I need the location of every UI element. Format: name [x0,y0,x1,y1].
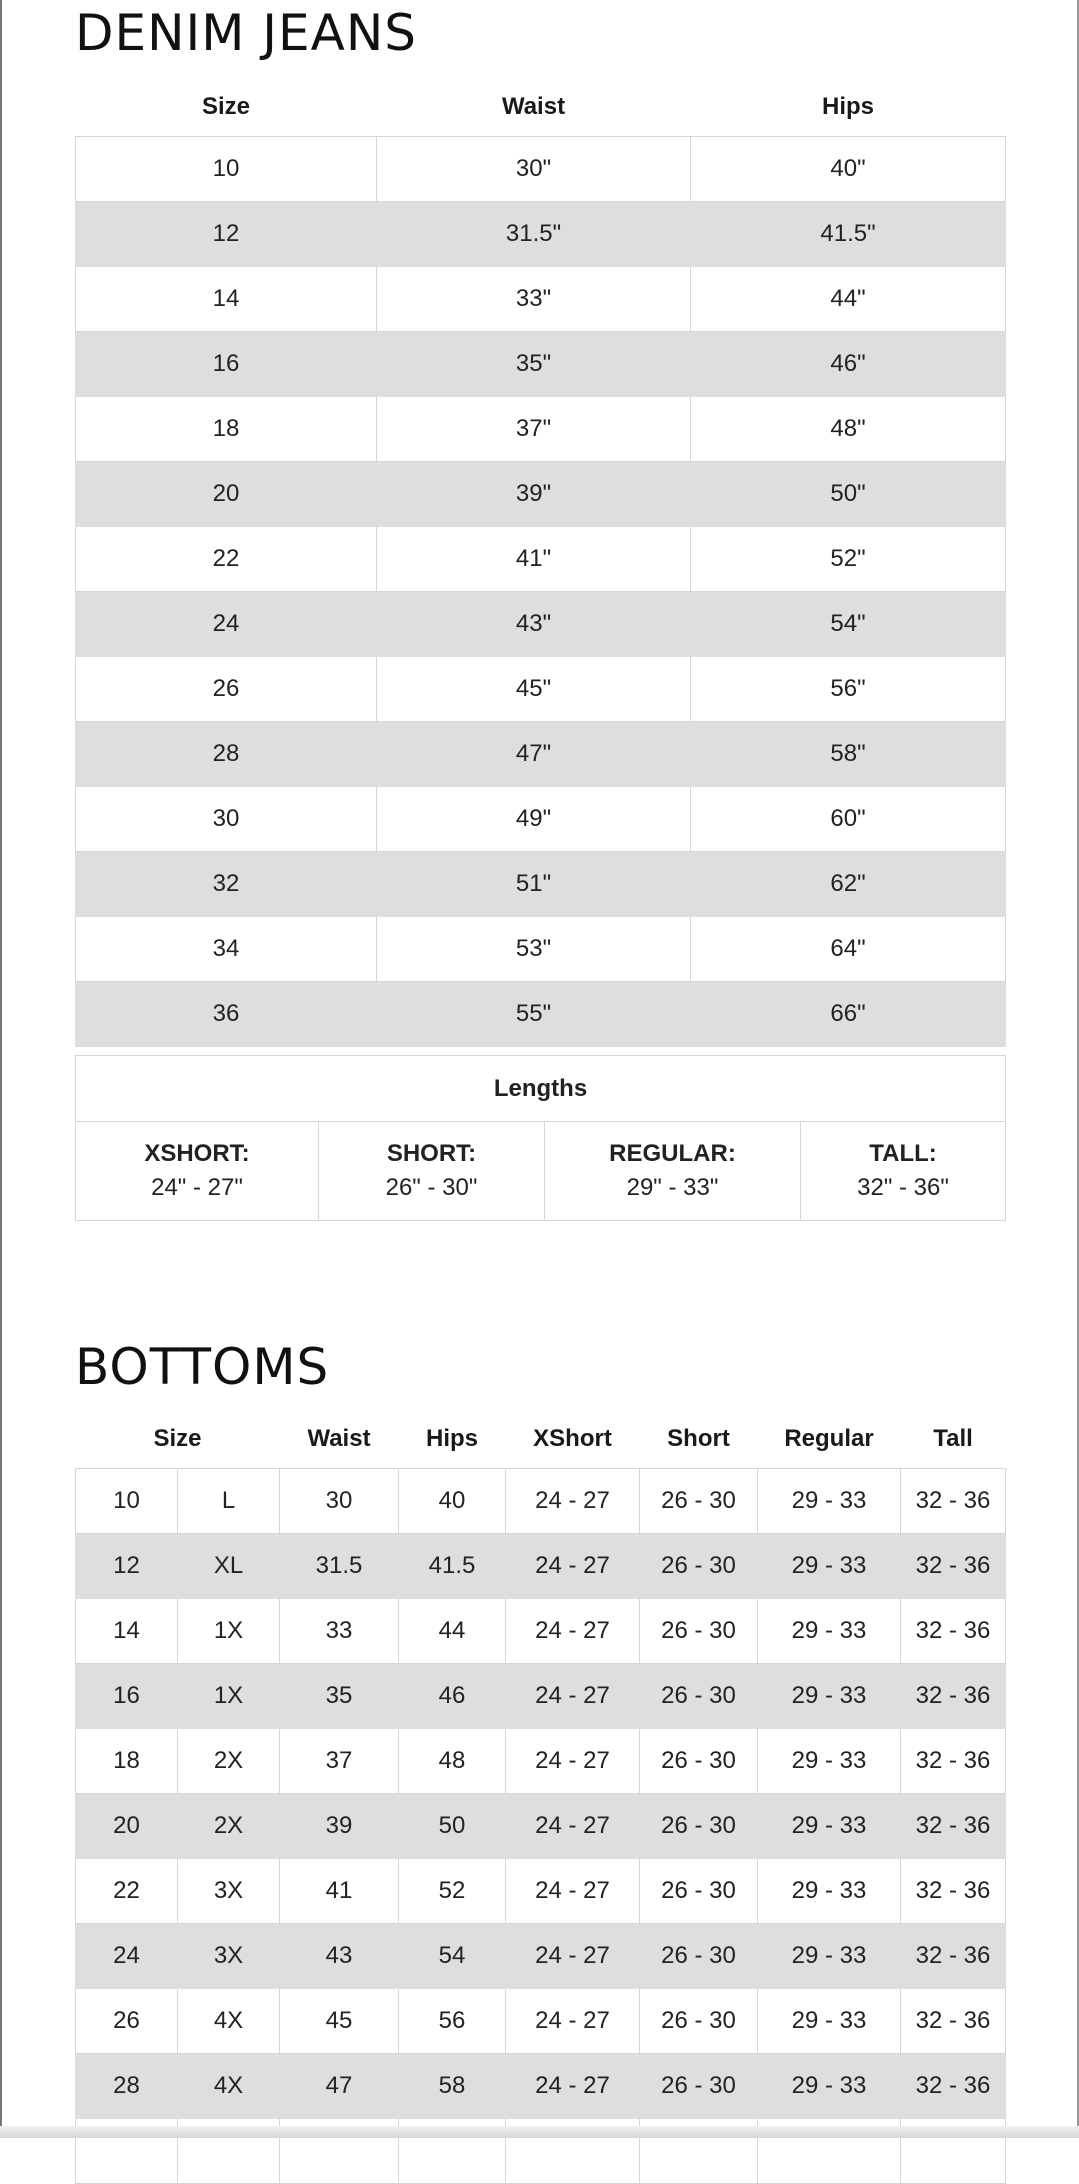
hips-cell: 56 [399,1989,506,2054]
xshort-cell: 24 - 27 [506,1599,640,1664]
tall-cell: 32 - 36 [901,1729,1006,1794]
length-short [319,1122,545,1221]
size-letter-cell: 2X [178,1729,280,1794]
tall-cell: 32 - 36 [901,1859,1006,1924]
regular-cell: 29 - 33 [758,1859,901,1924]
denim-table-row [76,657,1006,722]
hips-cell: 52" [691,527,1006,592]
waist-cell: 31.5 [280,1534,399,1599]
denim-header-row [76,78,1006,137]
tall-cell: 32 - 36 [901,2054,1006,2119]
short-cell: 26 - 30 [640,1664,758,1729]
size-cell: 30 [76,787,377,852]
hips-cell: 41.5 [399,1534,506,1599]
waist-cell: 39 [280,1794,399,1859]
bottoms-header-waist: Waist [307,1425,371,1452]
short-cell: 26 - 30 [640,1729,758,1794]
size-letter-cell: 2X [178,1794,280,1859]
bottoms-table-row [76,1729,1006,1794]
denim-table-row [76,722,1006,787]
regular-cell: 29 - 33 [758,1989,901,2054]
hips-cell: 46" [691,332,1006,397]
hips-cell: 62" [691,852,1006,917]
short-cell: 26 - 30 [640,1924,758,1989]
size-cell: 34 [76,917,377,982]
denim-table-row [76,267,1006,332]
short-cell: 26 - 30 [640,2054,758,2119]
length-range: 32" - 36" [857,1174,949,1201]
denim-table-row [76,202,1006,267]
short-cell: 26 - 30 [640,1989,758,2054]
length-regular [545,1122,801,1221]
lengths-title: Lengths [76,1056,1006,1122]
hips-cell: 58 [399,2054,506,2119]
waist-cell: 31.5" [377,202,691,267]
waist-cell: 45" [377,657,691,722]
regular-cell: 29 - 33 [758,1469,901,1534]
denim-header-hips: Hips [821,93,874,120]
size-cell: 16 [76,332,377,397]
waist-cell: 37 [280,1729,399,1794]
size-number-cell: 28 [76,2054,178,2119]
denim-header-size: Size [201,93,251,120]
size-number-cell: 24 [76,1924,178,1989]
size-cell: 22 [76,527,377,592]
bottoms-size-table [75,1410,1006,2184]
waist-cell: 43 [280,1924,399,1989]
size-cell: 24 [76,592,377,657]
length-name: XSHORT: [144,1140,250,1168]
tall-cell: 32 - 36 [901,1599,1006,1664]
size-cell: 28 [76,722,377,787]
denim-table-row [76,462,1006,527]
regular-cell: 29 - 33 [758,1924,901,1989]
size-number-cell: 10 [76,1469,178,1534]
waist-cell: 47 [280,2054,399,2119]
bottoms-header-short: Short [667,1425,730,1452]
waist-cell: 41 [280,1859,399,1924]
bottoms-table-row [76,1469,1006,1534]
bottoms-table-body [76,1469,1006,2184]
waist-cell: 35 [280,1664,399,1729]
denim-table-row [76,917,1006,982]
hips-cell: 50" [691,462,1006,527]
size-cell: 32 [76,852,377,917]
regular-cell: 29 - 33 [758,1794,901,1859]
bottoms-header-row [76,1410,1006,1469]
denim-lengths-table [75,1055,1006,1221]
short-cell: 26 - 30 [640,1859,758,1924]
length-tall [801,1122,1006,1221]
waist-cell: 37" [377,397,691,462]
regular-cell: 29 - 33 [758,1599,901,1664]
size-cell: 14 [76,267,377,332]
hips-cell: 44" [691,267,1006,332]
short-cell: 26 - 30 [640,1534,758,1599]
denim-table-row [76,982,1006,1047]
tall-cell: 32 - 36 [901,1534,1006,1599]
size-number-cell: 14 [76,1599,178,1664]
xshort-cell: 24 - 27 [506,1859,640,1924]
waist-cell: 41" [377,527,691,592]
waist-cell: 35" [377,332,691,397]
size-cell: 36 [76,982,377,1047]
short-cell: 26 - 30 [640,1469,758,1534]
tall-cell: 32 - 36 [901,1664,1006,1729]
size-letter-cell: XL [178,1534,280,1599]
bottoms-table-row [76,1924,1006,1989]
xshort-cell: 24 - 27 [506,1729,640,1794]
size-number-cell: 22 [76,1859,178,1924]
hips-cell: 40 [399,1469,506,1534]
size-number-cell: 18 [76,1729,178,1794]
waist-cell: 39" [377,462,691,527]
hips-cell: 64" [691,917,1006,982]
denim-jeans-title: DENIM JEANS [75,4,417,62]
xshort-cell: 24 - 27 [506,1469,640,1534]
hips-cell: 46 [399,1664,506,1729]
xshort-cell: 24 - 27 [506,1794,640,1859]
size-letter-cell: L [178,1469,280,1534]
bottoms-table-row [76,1989,1006,2054]
waist-cell: 53" [377,917,691,982]
size-cell: 10 [76,137,377,202]
hips-cell: 48" [691,397,1006,462]
waist-cell: 55" [377,982,691,1047]
tall-cell: 32 - 36 [901,1469,1006,1534]
size-cell: 20 [76,462,377,527]
length-name: TALL: [869,1140,937,1168]
size-number-cell: 12 [76,1534,178,1599]
bottoms-table-row [76,2054,1006,2119]
waist-cell: 33 [280,1599,399,1664]
waist-cell: 30" [377,137,691,202]
waist-cell: 51" [377,852,691,917]
length-name: REGULAR: [609,1140,736,1168]
short-cell: 26 - 30 [640,1794,758,1859]
hips-cell: 60" [691,787,1006,852]
denim-size-table [75,78,1006,1047]
hips-cell: 50 [399,1794,506,1859]
length-xshort [76,1122,319,1221]
bottoms-title: BOTTOMS [75,1338,330,1396]
size-letter-cell: 4X [178,2054,280,2119]
bottoms-header-regular: Regular [784,1425,874,1452]
length-range: 29" - 33" [626,1174,719,1201]
xshort-cell: 24 - 27 [506,1534,640,1599]
bottoms-header-size: Size [153,1425,202,1452]
waist-cell: 47" [377,722,691,787]
hips-cell: 48 [399,1729,506,1794]
hips-cell: 52 [399,1859,506,1924]
bottoms-table-row [76,1859,1006,1924]
hips-cell: 56" [691,657,1006,722]
regular-cell: 29 - 33 [758,1534,901,1599]
size-letter-cell: 3X [178,1859,280,1924]
bottoms-header-hips: Hips [425,1425,478,1452]
denim-table-row [76,787,1006,852]
regular-cell: 29 - 33 [758,2054,901,2119]
length-range: 26" - 30" [385,1174,478,1201]
tall-cell: 32 - 36 [901,1794,1006,1859]
waist-cell: 33" [377,267,691,332]
hips-cell: 54" [691,592,1006,657]
bottom-edge-shadow [0,2126,1079,2138]
waist-cell: 30 [280,1469,399,1534]
waist-cell: 43" [377,592,691,657]
denim-header-waist: Waist [501,93,566,120]
hips-cell: 41.5" [691,202,1006,267]
size-letter-cell: 1X [178,1664,280,1729]
size-number-cell: 20 [76,1794,178,1859]
bottoms-table-row [76,1599,1006,1664]
denim-table-row [76,397,1006,462]
size-letter-cell: 4X [178,1989,280,2054]
bottoms-table-row [76,1534,1006,1599]
bottoms-table-row [76,1664,1006,1729]
size-letter-cell: 1X [178,1599,280,1664]
length-name: SHORT: [386,1140,477,1168]
bottoms-header-tall: Tall [933,1425,973,1452]
xshort-cell: 24 - 27 [506,1664,640,1729]
size-letter-cell: 3X [178,1924,280,1989]
hips-cell: 54 [399,1924,506,1989]
tall-cell: 32 - 36 [901,1924,1006,1989]
xshort-cell: 24 - 27 [506,1924,640,1989]
hips-cell: 66" [691,982,1006,1047]
denim-table-row [76,592,1006,657]
regular-cell: 29 - 33 [758,1664,901,1729]
size-cell: 12 [76,202,377,267]
waist-cell: 45 [280,1989,399,2054]
bottoms-table-row [76,1794,1006,1859]
short-cell: 26 - 30 [640,1599,758,1664]
denim-table-row [76,852,1006,917]
hips-cell: 58" [691,722,1006,787]
tall-cell: 32 - 36 [901,1989,1006,2054]
denim-table-body [76,137,1006,1047]
xshort-cell: 24 - 27 [506,1989,640,2054]
denim-table-row [76,137,1006,202]
bottoms-header-xshort: XShort [533,1425,612,1452]
size-number-cell: 16 [76,1664,178,1729]
hips-cell: 44 [399,1599,506,1664]
denim-table-row [76,332,1006,397]
size-cell: 26 [76,657,377,722]
size-cell: 18 [76,397,377,462]
denim-table-row [76,527,1006,592]
xshort-cell: 24 - 27 [506,2054,640,2119]
waist-cell: 49" [377,787,691,852]
size-number-cell: 26 [76,1989,178,2054]
regular-cell: 29 - 33 [758,1729,901,1794]
length-range: 24" - 27" [151,1174,243,1201]
hips-cell: 40" [691,137,1006,202]
